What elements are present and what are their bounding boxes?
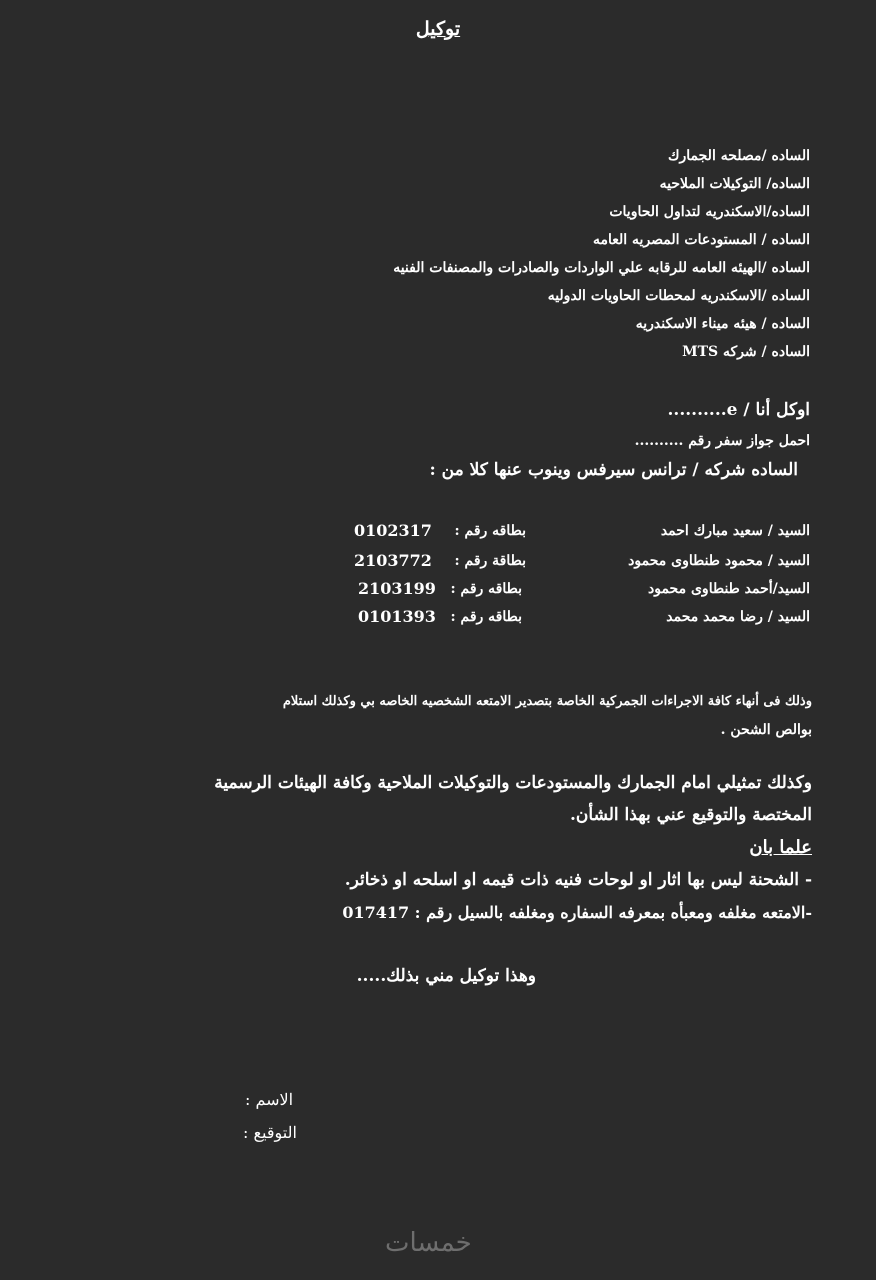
card-number: 0102317 (354, 521, 432, 540)
recipient-line: الساده/ التوكيلات الملاحيه (659, 176, 810, 192)
passport-line: احمل جواز سفر رقم .......... (634, 433, 810, 449)
recipient-line: الساده /الاسكندريه لمحطات الحاويات الدوليه (547, 288, 810, 304)
representation-line: وكذلك تمثيلي امام الجمارك والمستودعات والتوكيلات الملاحية وكافة الهيئات الرسمية (214, 773, 812, 793)
recipient-line: الساده / المستودعات المصريه العامه (592, 232, 810, 248)
recipient-line: الساده / هيئه ميناء الاسكندريه (635, 316, 810, 332)
card-label: بطاقه رقم : (450, 581, 522, 597)
recipient-line: الساده /مصلحه الجمارك (667, 148, 810, 164)
purpose-line: وذلك فى أنهاء كافة الاجراءات الجمركية الخاصة بتصدير الامتعه الشخصيه الخاصه بي وكذلك استلام (282, 694, 812, 709)
watermark-logo: خمسات (385, 1228, 472, 1258)
recipient-line: الساده / شركه MTS (682, 344, 810, 360)
card-number: 2103199 (358, 579, 436, 598)
name-label: الاسم : (245, 1090, 294, 1109)
document-title: توكيل (415, 18, 461, 40)
company-line: الساده شركه / ترانس سيرفس وينوب عنها كلا من : (429, 460, 798, 480)
recipient-line: الساده /الهيئه العامه للرقابه علي الواردات والصادرات والمصنفات الفنيه (393, 260, 810, 276)
representation-line: المختصة والتوقيع عني بهذا الشأن. (569, 805, 812, 825)
note-item: - الشحنة ليس بها اثار او لوحات فنيه ذات قيمه او اسلحه او ذخائر. (344, 870, 812, 890)
purpose-line: بوالص الشحن . (720, 722, 812, 738)
card-label: بطاقة رقم : (454, 553, 526, 569)
card-label: بطاقه رقم : (450, 609, 522, 625)
card-number: 0101393 (358, 607, 436, 626)
note-item: -الامتعه مغلفه ومعبأه بمعرفه السفاره ومغلفه بالسيل رقم : 017417 (342, 903, 812, 922)
closing-line: وهذا توكيل مني بذلك..... (356, 966, 536, 986)
agent-name: السيد / محمود طنطاوى محمود (628, 553, 810, 569)
card-label: بطاقه رقم : (454, 523, 526, 539)
agent-name: السيد / رضا محمد محمد (666, 609, 810, 625)
recipient-line: الساده/الاسكندريه لتداول الحاويات (609, 204, 810, 220)
signature-label: التوقيع : (243, 1123, 297, 1142)
agent-name: السيد/أحمد طنطاوى محمود (648, 581, 810, 597)
grantor-line: اوكل أنا / e.......... (667, 400, 810, 420)
notes-heading: علما بان (749, 837, 812, 858)
agent-name: السيد / سعيد مبارك احمد (660, 523, 810, 539)
card-number: 2103772 (354, 551, 432, 570)
